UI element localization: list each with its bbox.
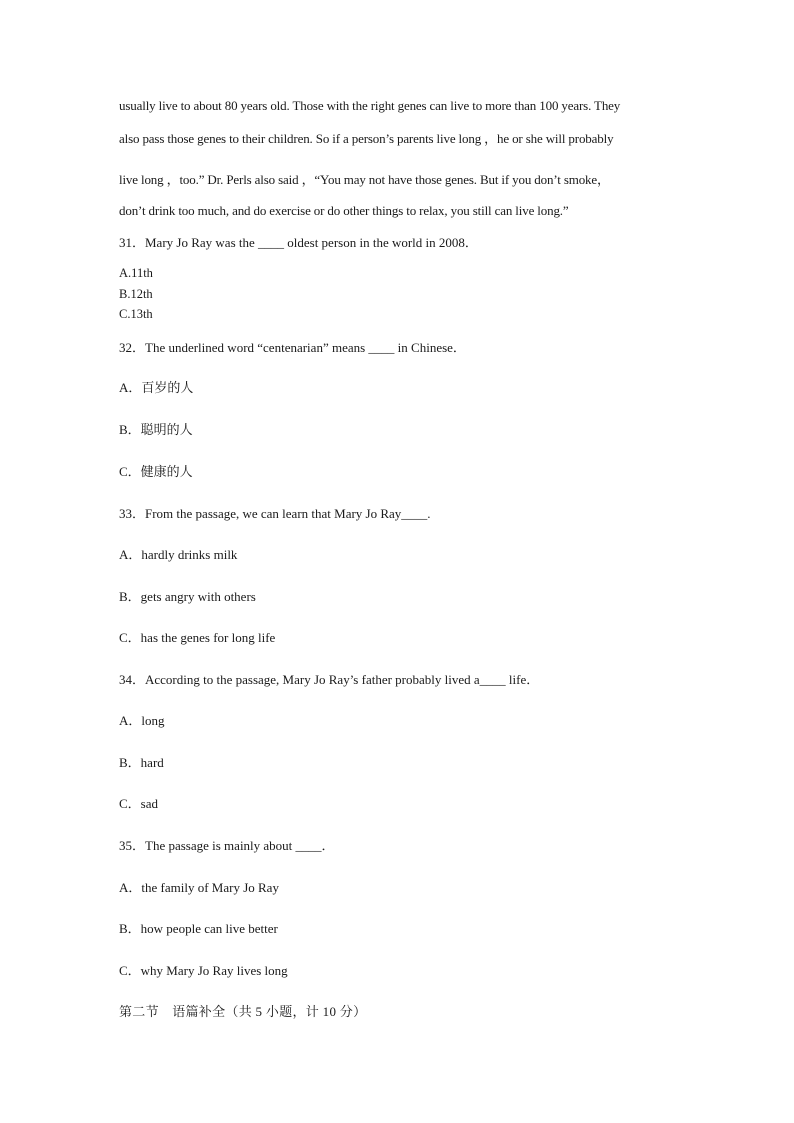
passage-line: live long ，too.” Dr. Perls also said ，“You may not have those genes. But if you don’t smoke， (119, 172, 610, 187)
passage-line: usually live to about 80 years old. Those with the right genes can live to more than 100 years. They (119, 98, 621, 113)
question-34-stem: 34．According to the passage, Mary Jo Ray’s father probably lived a____ life． (119, 672, 540, 687)
question-33-option-a: A．hardly drinks milk (119, 547, 238, 562)
question-32-option-b: B．聪明的人 (119, 422, 193, 437)
question-31-option-b: B.12th (119, 287, 153, 301)
question-33-stem: 33．From the passage, we can learn that Mary Jo Ray____. (119, 506, 431, 521)
question-35-option-b: B．how people can live better (119, 921, 278, 936)
question-31-option-a: A.11th (119, 266, 153, 280)
question-34-option-c: C．sad (119, 796, 159, 811)
passage-line: also pass those genes to their children. So if a person’s parents live long ，he or she will probably (119, 131, 614, 146)
question-35-stem: 35．The passage is mainly about ____． (119, 838, 335, 853)
question-33-option-b: B．gets angry with others (119, 589, 256, 604)
passage-line: don’t drink too much, and do exercise or do other things to relax, you still can live long.” (119, 203, 569, 218)
question-35-option-a: A．the family of Mary Jo Ray (119, 880, 279, 895)
question-31-option-c: C.13th (119, 307, 153, 321)
question-32-option-c: C．健康的人 (119, 464, 193, 479)
question-32-stem: 32．The underlined word “centenarian” means ____ in Chinese． (119, 340, 466, 355)
question-34-option-a: A．long (119, 713, 165, 728)
question-35-option-c: C．why Mary Jo Ray lives long (119, 963, 288, 978)
question-32-option-a: A．百岁的人 (119, 380, 194, 395)
section-heading: 第二节 语篇补全（共 5 小题，计 10 分） (119, 1004, 367, 1019)
question-34-option-b: B．hard (119, 755, 164, 770)
question-33-option-c: C．has the genes for long life (119, 630, 276, 645)
question-31-stem: 31．Mary Jo Ray was the ____ oldest person in the world in 2008． (119, 235, 478, 250)
